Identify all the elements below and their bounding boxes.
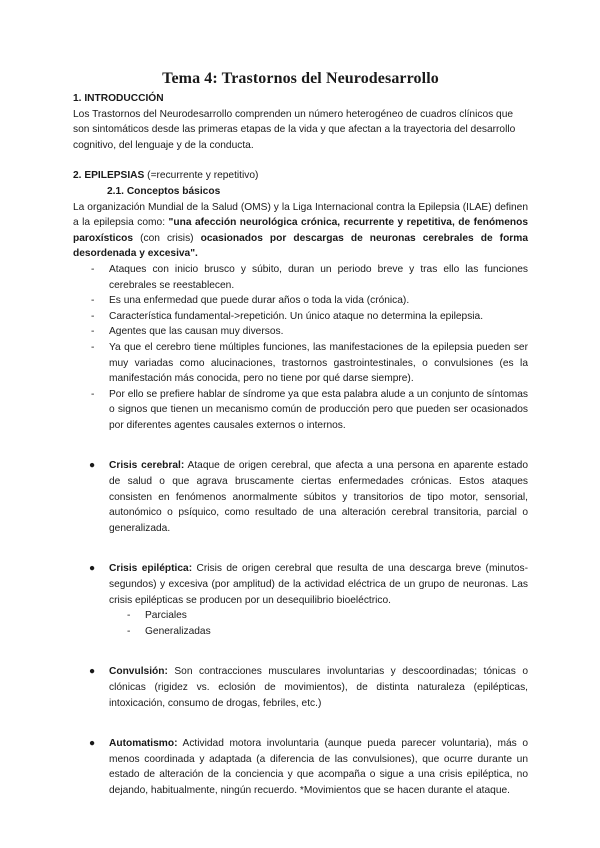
crisis-types-list (73, 608, 528, 639)
bullet-icon: ● (89, 460, 96, 472)
definition-crisis-cerebral (73, 458, 528, 536)
definition-quote-part2: ocasionados por descargas de neuronas cerebrales de forma desordenada y excesiva". (73, 232, 528, 260)
list-item: - Generalizadas (127, 624, 528, 640)
list-item: - Es una enfermedad que puede durar años o toda la vida (crónica). (91, 293, 528, 309)
text-crisis-epileptica: Crisis de origen cerebral que resulta de una descarga breve (minutos-segundos) y excesiva (por amplitud) de la actividad eléctrica de un grupo de neuronas. Las crisis epilépticas se producen por un desequilibrio bioeléctrico. (109, 563, 529, 606)
list-item: - Ya que el cerebro tiene múltiples funciones, las manifestaciones de la epilepsia pueden ser muy variadas como alucinaciones, trastornos gastrointestinales, o convulsiones (es la manifestación más conocida, pero no tiene por qué darse siempre). (91, 340, 528, 387)
list-item: - Parciales (127, 608, 528, 624)
subheading-conceptos-basicos: 2.1. Conceptos básicos (107, 185, 221, 197)
list-item: - Característica fundamental->repetición. Un único ataque no determina la epilepsia. (91, 309, 528, 325)
definition-convulsion (73, 664, 528, 711)
text-automatismo: Actividad motora involuntaria (aunque pueda parecer voluntaria), más o menos coordinada y adaptada (a diferencia de las convulsiones), que ocurre durante un estado de alteración de la conciencia y que acompaña o sigue a una crisis epiléptica, no dejando, habitualmente, ningún recuerdo. *Movimientos que se hacen durante el ataque. (109, 738, 528, 796)
bullet-icon: ● (89, 738, 96, 750)
epilepsias-heading-note: (=recurrente y repetitivo) (144, 170, 259, 182)
document-title: Tema 4: Trastornos del Neurodesarrollo (162, 70, 439, 87)
section-heading-epilepsias (73, 168, 528, 184)
term-crisis-cerebral: Crisis cerebral: (109, 460, 185, 472)
definition-automatismo (73, 736, 528, 798)
epilepsia-characteristics-list (73, 262, 528, 434)
list-item: - Por ello se prefiere hablar de síndrome ya que esta palabra alude a un conjunto de síntomas o signos que tienen un mecanismo común de producción pero que pueden ser ocasionados por diferentes agentes causales externos o internos. (91, 387, 528, 434)
document-page (73, 70, 528, 799)
epilepsia-definition (73, 200, 528, 262)
epilepsias-heading-label: 2. EPILEPSIAS (73, 170, 145, 182)
definition-quote-part1: "una afección neurológica crónica, recurrente y repetitiva, de fenómenos paroxísticos (73, 217, 529, 244)
definition-intro: La organización Mundial de la Salud (OMS) y la Liga Internacional contra la Epilepsia (ILAE) definen a la epilepsia como: (73, 201, 528, 229)
definition-crisis-epileptica (73, 561, 528, 608)
bullet-icon: ● (89, 563, 96, 575)
list-item: - Agentes que las causan muy diversos. (91, 324, 528, 340)
term-automatismo: Automatismo: (109, 738, 178, 750)
term-convulsion: Convulsión: (109, 666, 168, 678)
section-heading-introduccion: 1. INTRODUCCIÓN (73, 93, 164, 104)
bullet-icon: ● (89, 666, 96, 678)
term-crisis-epileptica: Crisis epiléptica: (109, 563, 193, 575)
definition-paren: (con crisis) (133, 232, 201, 244)
text-crisis-cerebral: Ataque de origen cerebral, que afecta a una persona en aparente estado de salud o que agrava bruscamente ciertas enfermedades crónicas. Estos ataques consisten en fenómenos anormalmente súbitos y transitorios de tipo motor, sensorial, autonómico o psíquico, como resultado de una alteración cerebral transitoria, parcial o generalizada. (109, 460, 529, 534)
text-convulsion: Son contracciones musculares involuntarias y descoordinadas; tónicas o clónicas (rigidez vs. eclosión de movimientos), de distinta naturaleza (epilépticas, intoxicación, consumo de drogas, febriles, etc.) (109, 666, 528, 709)
list-item: - Ataques con inicio brusco y súbito, duran un periodo breve y tras ello las funciones cerebrales se reestablecen. (91, 262, 528, 293)
intro-paragraph: Los Trastornos del Neurodesarrollo comprenden un número heterogéneo de cuadros clínicos que son sintomáticos desde las primeras etapas de la vida y que afectan a la trayectoria del desarrollo cognitivo, del lenguaje y de la conducta. (73, 108, 516, 151)
